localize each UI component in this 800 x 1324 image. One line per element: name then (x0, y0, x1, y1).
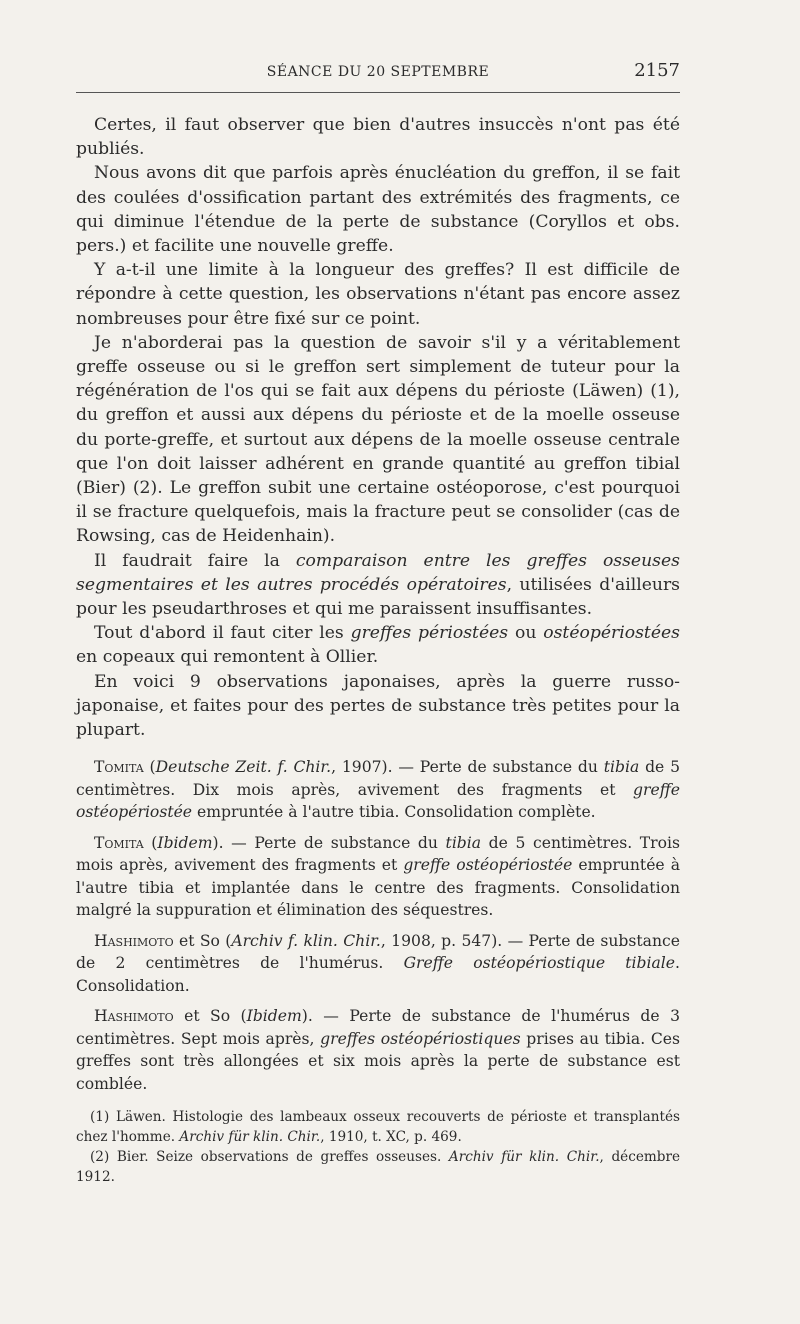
emphasis: Greffe ostéopériostique tibiale (403, 954, 676, 973)
emphasis: greffe ostéopériostée (403, 856, 573, 875)
case-entry (76, 1005, 680, 1095)
text-run: , 1908, p. 547). — Perte de substance de 2 centimètres de l'humérus. (76, 931, 680, 973)
case-author: Hashimoto (94, 931, 174, 950)
text-run: , 1910, t. XC, p. 469. (320, 1129, 462, 1146)
case-list (76, 756, 680, 1095)
case-entry (76, 930, 680, 998)
text-run: empruntée à l'autre tibia. Consolidation complète. (192, 803, 596, 822)
case-author: Hashimoto (94, 1007, 174, 1026)
emphasis: greffe ostéopériostée (76, 780, 680, 822)
text-run: (1) Läwen. Histologie des lambeaux osseux recouverts de périoste et transplantés chez l'homme. (76, 1109, 680, 1146)
emphasis: comparaison entre les greffes osseuses segmentaires et les autres procédés opératoires (76, 550, 680, 595)
running-header (76, 60, 680, 93)
text-run: ( (143, 758, 156, 777)
text-run: ). — Perte de substance de l'humérus de 3 centimètres. Sept mois après, (76, 1007, 680, 1048)
paragraph: En voici 9 observations japonaises, après la guerre russo-japonaise, et faites pour des pertes de substance très petites pour la plupart. (76, 671, 680, 741)
paragraph: Y a-t-il une limite à la longueur des greffes? Il est difficile de répondre à cette question, les observations n'étant pas encore assez nombreuses pour être fixé sur ce point. (76, 260, 680, 329)
text-run: de 5 centimètres. Trois mois après, avivement des fragments et (76, 833, 680, 875)
text-run: empruntée à l'autre tibia et implantée dans le centre des fragments. Consolidation malgré la suppuration et élimination des séquestres. (76, 856, 680, 920)
footnotes (76, 1107, 680, 1187)
text-run: , 1907). — Perte de substance du (331, 758, 604, 777)
footnote (76, 1147, 680, 1187)
footnote (76, 1107, 680, 1147)
emphasis: greffes périostées (350, 623, 509, 644)
case-author: Tomita (94, 758, 144, 777)
text-run: Tout d'abord il faut citer les (94, 623, 351, 644)
text-run: (2) Bier. Seize observations de greffes osseuses. (90, 1149, 449, 1166)
case-source: Ibidem (157, 833, 213, 852)
text-run: et So ( (173, 931, 232, 950)
case-entry (76, 756, 680, 824)
case-source: Deutsche Zeit. f. Chir. (155, 758, 332, 777)
paragraph: Je n'aborderai pas la question de savoir s'il y a véritablement greffe osseuse ou si le greffon sert simplement de tuteur pour la régénération de l'os qui se fait aux dépens du périoste (Läwen) (1), du greffon et aussi aux dépens du périoste et de la moelle osseuse du porte-greffe, et surtout aux dépens de la moelle osseuse centrale que l'on doit laisser adhérent en grande quantité au greffon tibial (Bier) (2). Le greffon subit une certaine ostéoporose, c'est pourquoi il se fracture quelquefois, mais la fracture peut se consolider (cas de Rowsing, cas de Heidenhain). (76, 332, 680, 547)
case-source: Archiv f. klin. Chir. (231, 931, 381, 950)
paragraph (76, 549, 680, 622)
emphasis: greffes ostéopériostiques (320, 1029, 521, 1048)
text-run: , utilisées d'ailleurs pour les pseudarthroses et qui me paraissent insuffisantes. (76, 574, 680, 620)
page-number: 2157 (634, 60, 680, 81)
text-run: et So ( (173, 1007, 247, 1026)
footnote-source: Archiv für klin. Chir. (448, 1149, 600, 1166)
paragraph: Certes, il faut observer que bien d'autres insuccès n'ont pas été publiés. (76, 115, 680, 160)
header-title: SÉANCE DU 20 SEPTEMBRE (266, 64, 490, 80)
case-entry (76, 832, 680, 922)
page-content (76, 60, 680, 1187)
text-run: ). — Perte de substance du (212, 833, 446, 852)
emphasis: tibia (445, 833, 482, 852)
paragraph (76, 621, 680, 669)
main-text (76, 113, 680, 742)
text-run: prises au tibia. Ces greffes sont très allongées et six mois après la perte de substance est comblée. (76, 1029, 680, 1093)
emphasis: ostéopériostées (543, 623, 680, 644)
emphasis: tibia (603, 758, 640, 777)
text-run: , décembre 1912. (76, 1149, 681, 1186)
text-run: . Consolidation. (76, 954, 680, 995)
case-source: Ibidem (246, 1007, 302, 1026)
footnote-source: Archiv für klin. Chir. (179, 1129, 321, 1146)
case-author: Tomita (94, 833, 144, 852)
text-run: en copeaux qui remontent à Ollier. (76, 647, 379, 668)
text-run: de 5 centimètres. Dix mois après, avivement des fragments et (76, 758, 680, 799)
text-run: Il faudrait faire la (94, 550, 296, 571)
paragraph: Nous avons dit que parfois après énucléation du greffon, il se fait des coulées d'ossification partant des extrémités des fragments, ce qui diminue l'étendue de la perte de substance (Coryllos et obs. pers.) et facilite une nouvelle greffe. (76, 163, 680, 257)
text-run: ( (143, 833, 158, 852)
text-run: ou (508, 623, 544, 644)
